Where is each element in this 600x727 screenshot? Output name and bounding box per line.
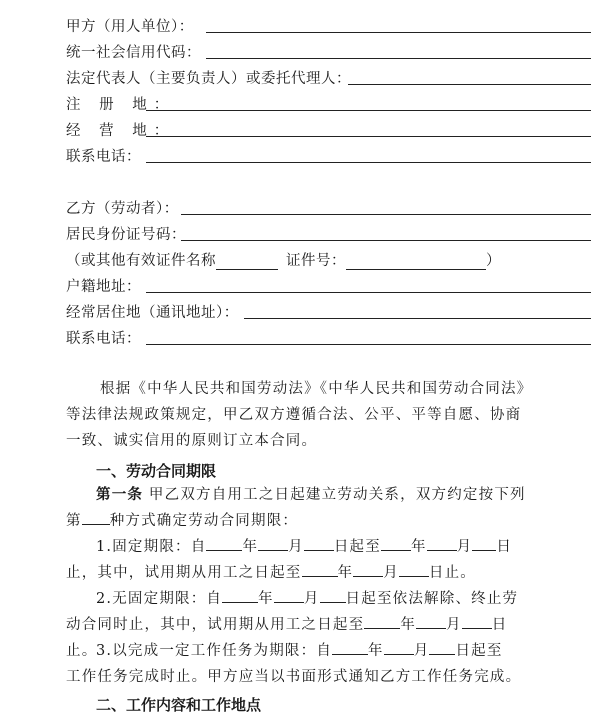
item-1-year-2: 年 [410,539,427,555]
item-2-p1: 2.无固定期限：自 [96,591,223,607]
item-2-year-2: 年 [400,617,417,633]
article-1-text-b1: 第 [66,513,82,529]
item-1-end: 日止。 [428,565,477,581]
registered-address-input-line[interactable] [146,110,591,111]
id-number-row [66,222,186,244]
item-2-trial-day-blank[interactable] [462,614,492,629]
party-b-label: 乙方（劳动者）： [66,201,179,217]
item-3-month: 月 [413,643,430,659]
intro-paragraph: 根据《中华人民共和国劳动法》《中华人民共和国劳动合同法》等法律法规政策规定，甲乙双方遵循合法、公平、平等自愿、协商一致、诚实信用的原则订立本合同。 [66,381,533,449]
item-1-year-3: 年 [337,565,354,581]
party-a-row [66,14,194,36]
article-1-label: 第一条 [96,487,144,503]
item-1-month-3: 月 [383,565,399,581]
business-address-label: 经 营 地： [66,123,176,139]
item-1-trial-year-blank[interactable] [302,562,338,577]
item-1-end-year-blank[interactable] [381,536,411,551]
item-2-month-2: 月 [446,617,462,633]
item-1 [66,534,536,560]
item-3-start-month-blank[interactable] [384,640,414,655]
item-1-trial-month-blank[interactable] [353,562,383,577]
other-cert-mid: 证件号： [286,253,346,269]
section-2-heading: 二、工作内容和工作地点 [96,696,262,714]
household-row [66,274,141,296]
credit-code-label: 统一社会信用代码： [66,45,201,61]
item-1-month-2: 月 [456,539,473,555]
item-1-p1: 1.固定期限：自 [96,539,207,555]
item-1-end-month-blank[interactable] [427,536,457,551]
item-3-year: 年 [368,643,384,659]
item-2-start-day-blank[interactable] [320,588,346,603]
item-1-from-day: 日起至 [333,539,381,555]
household-input-line[interactable] [146,292,591,293]
item-1-end-day-blank[interactable] [472,536,496,551]
item-1-start-year-blank[interactable] [206,536,242,551]
item-1-line-2 [66,560,536,586]
household-label: 户籍地址： [66,279,141,295]
item-2-start-year-blank[interactable] [222,588,258,603]
item-1-start-day-blank[interactable] [304,536,334,551]
article-1-line-2 [66,508,536,534]
id-number-label: 居民身份证号码： [66,227,186,243]
party-b-phone-label: 联系电话： [66,331,141,347]
business-address-row [66,118,175,140]
representative-input-line[interactable] [348,84,591,85]
party-b-input-line[interactable] [181,214,591,215]
credit-code-input-line[interactable] [206,58,591,59]
party-a-phone-row [66,144,141,166]
residence-label: 经常居住地（通讯地址）： [66,305,239,321]
residence-row [66,300,239,322]
item-3 [66,638,536,664]
cert-name-blank[interactable] [216,255,278,270]
item-1-stop: 止，其中，试用期从用工之日起至 [66,565,302,581]
other-cert-prefix: （或其他有效证件名称 [66,253,216,269]
other-cert-suffix: ） [486,253,501,269]
item-1-trial-day-blank[interactable] [399,562,429,577]
section-1-heading: 一、劳动合同期限 [96,462,217,480]
party-a-phone-label: 联系电话： [66,149,141,165]
residence-input-line[interactable] [244,318,591,319]
item-2-month: 月 [303,591,320,607]
cert-number-blank[interactable] [346,255,486,270]
party-b-phone-row [66,326,141,348]
representative-label: 法定代表人（主要负责人）或委托代理人： [66,71,351,87]
party-b-row [66,196,179,218]
item-3-start-day-blank[interactable] [429,640,455,655]
item-2 [66,586,536,612]
item-1-year: 年 [242,539,259,555]
party-a-label: 甲方（用人单位）： [66,19,194,35]
other-cert-row [66,248,501,270]
id-number-input-line[interactable] [181,240,591,241]
article-1-text-a: 甲乙双方自用工之日起建立劳动关系，双方约定按下列 [148,487,526,503]
item-3-p1: 3.以完成一定工作任务为期限：自 [96,643,333,659]
registered-address-label: 注 册 地： [66,97,176,113]
registered-address-row [66,92,175,114]
item-3-tail: 日起至 [455,643,503,659]
representative-row [66,66,351,88]
item-2-p2: 动合同时止，其中，试用期从用工之日起至 [66,617,365,633]
item-1-to-day: 日 [496,539,513,555]
article-1-text-b2: 种方式确定劳动合同期限： [109,513,299,529]
item-3-line-2: 工作任务完成时止。甲方应当以书面形式通知乙方工作任务完成。 [66,669,522,685]
credit-code-row [66,40,201,62]
item-2-end: 日止。 [66,617,508,659]
party-b-phone-input-line[interactable] [146,344,591,345]
business-address-input-line[interactable] [146,136,591,137]
item-2-start-month-blank[interactable] [274,588,304,603]
item-1-start-month-blank[interactable] [258,536,288,551]
item-2-year: 年 [258,591,274,607]
party-a-input-line[interactable] [206,32,591,33]
item-2-tail: 日起至依法解除、终止劳 [345,591,519,607]
item-2-trial-year-blank[interactable] [364,614,400,629]
item-3-start-year-blank[interactable] [332,640,368,655]
method-number-blank[interactable] [82,510,110,525]
item-2-trial-month-blank[interactable] [416,614,446,629]
item-1-month: 月 [288,539,304,555]
article-1 [66,482,536,508]
party-a-phone-input-line[interactable] [146,162,591,163]
